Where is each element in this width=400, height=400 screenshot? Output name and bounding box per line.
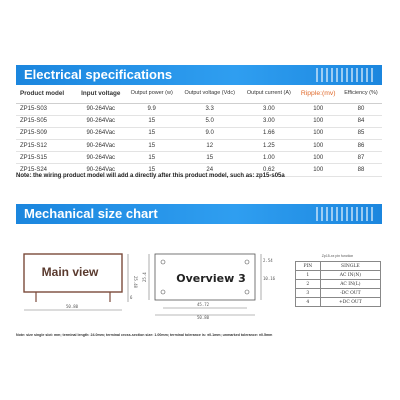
pin-number: 3 xyxy=(296,289,321,298)
pin-row xyxy=(296,289,381,298)
cell-efficiency: 88 xyxy=(340,164,382,176)
cell-voltage: 5.0 xyxy=(178,115,241,127)
main-view-width-label: 50.80 xyxy=(66,304,79,309)
cell-current: 3.00 xyxy=(241,115,296,127)
pin-row xyxy=(296,298,381,307)
cell-input: 90-264Vac xyxy=(76,103,125,115)
table-row xyxy=(16,103,382,115)
cell-ripple: 100 xyxy=(296,103,340,115)
cell-model: ZP15-S03 xyxy=(16,103,76,115)
cell-efficiency: 80 xyxy=(340,103,382,115)
cell-voltage: 9.0 xyxy=(178,127,241,139)
cell-current: 1.66 xyxy=(241,127,296,139)
wiring-note: Note: the wiring product model will add a directly after this product model, such as: zp15-s05a xyxy=(16,173,285,179)
cell-efficiency: 84 xyxy=(340,115,382,127)
pin-function: AC IN(N) xyxy=(320,271,380,280)
cell-model: ZP15-S15 xyxy=(16,152,76,164)
header-input-voltage: Input voltage xyxy=(76,84,125,103)
pin-number: 1 xyxy=(296,271,321,280)
cell-power: 9.9 xyxy=(125,103,178,115)
mechanical-size-banner xyxy=(16,204,382,224)
cell-input: 90-264Vac xyxy=(76,115,125,127)
banner-stripes-decoration xyxy=(316,207,376,221)
main-view-label: Main view xyxy=(41,265,99,279)
pin-function: AC IN(L) xyxy=(320,280,380,289)
table-row xyxy=(16,152,382,164)
cell-efficiency: 86 xyxy=(340,140,382,152)
cell-ripple: 100 xyxy=(296,152,340,164)
cell-model: ZP15-S05 xyxy=(16,115,76,127)
cell-current: 1.25 xyxy=(241,140,296,152)
electrical-specs-banner xyxy=(16,65,382,85)
table-row xyxy=(16,115,382,127)
header-output-current: Output current (A) xyxy=(241,84,296,103)
overview-side-label: 25.4 xyxy=(142,272,147,282)
header-output-voltage: Output voltage (Vdc) xyxy=(178,84,241,103)
pin-table-title: Zp15-xx pin function xyxy=(321,254,354,258)
cell-input: 90-264Vac xyxy=(76,140,125,152)
pin-function: +DC OUT xyxy=(320,298,380,307)
cell-input: 90-264Vac xyxy=(76,152,125,164)
overview-label: Overview 3 xyxy=(176,272,246,285)
pin-header-single: SINGLE xyxy=(320,262,380,271)
overview-mid-label: 10.16 xyxy=(263,276,276,281)
pin-number: 4 xyxy=(296,298,321,307)
overview-inner-label: 45.72 xyxy=(197,302,210,307)
pin-header-pin: PIN xyxy=(296,262,321,271)
cell-model: ZP15-S09 xyxy=(16,127,76,139)
header-efficiency: Efficiency (%) xyxy=(340,84,382,103)
pin-number: 2 xyxy=(296,280,321,289)
cell-input: 90-264Vac xyxy=(76,164,125,176)
cell-ripple: 100 xyxy=(296,164,340,176)
cell-voltage: 3.3 xyxy=(178,103,241,115)
cell-power: 15 xyxy=(125,140,178,152)
main-view-pin-label: 6 xyxy=(130,295,133,300)
cell-current: 1.00 xyxy=(241,152,296,164)
cell-ripple: 100 xyxy=(296,127,340,139)
mechanical-size-title: Mechanical size chart xyxy=(24,206,158,221)
cell-efficiency: 85 xyxy=(340,127,382,139)
cell-power: 15 xyxy=(125,164,178,176)
cell-current: 3.00 xyxy=(241,103,296,115)
cell-ripple: 100 xyxy=(296,115,340,127)
cell-voltage: 12 xyxy=(178,140,241,152)
cell-power: 15 xyxy=(125,127,178,139)
pin-function: -DC OUT xyxy=(320,289,380,298)
cell-voltage: 24 xyxy=(178,164,241,176)
dimension-footnote: Note: size single slot: mm; terminal length: 24.0mm; terminal cross-section size: 1.00mm; terminal tolerance is: ±0.1mm; unmarked tolerance: ±0.5mm xyxy=(16,333,273,337)
cell-power: 15 xyxy=(125,152,178,164)
header-ripple: Ripple:(mv) xyxy=(296,84,340,103)
overview-small-label: 2.54 xyxy=(263,258,273,263)
cell-voltage: 15 xyxy=(178,152,241,164)
overview-outer-label: 50.80 xyxy=(197,315,210,320)
table-row xyxy=(16,127,382,139)
header-product-model: Product model xyxy=(16,84,76,103)
cell-power: 15 xyxy=(125,115,178,127)
cell-ripple: 100 xyxy=(296,140,340,152)
table-header-row xyxy=(16,84,382,103)
cell-current: 0.62 xyxy=(241,164,296,176)
pin-function-table xyxy=(295,261,381,307)
banner-stripes-decoration xyxy=(316,68,376,82)
cell-efficiency: 87 xyxy=(340,152,382,164)
pin-row xyxy=(296,271,381,280)
table-row xyxy=(16,140,382,152)
electrical-specs-table xyxy=(16,84,382,177)
header-output-power: Output power (w) xyxy=(125,84,178,103)
pin-row xyxy=(296,280,381,289)
main-view-drawing xyxy=(18,250,136,314)
cell-model: ZP15-S12 xyxy=(16,140,76,152)
cell-model: ZP15-S24 xyxy=(16,164,76,176)
electrical-specs-title: Electrical specifications xyxy=(24,67,173,82)
main-view-height-label: 25.40 xyxy=(133,276,138,289)
cell-input: 90-264Vac xyxy=(76,127,125,139)
pin-header-row xyxy=(296,262,381,271)
